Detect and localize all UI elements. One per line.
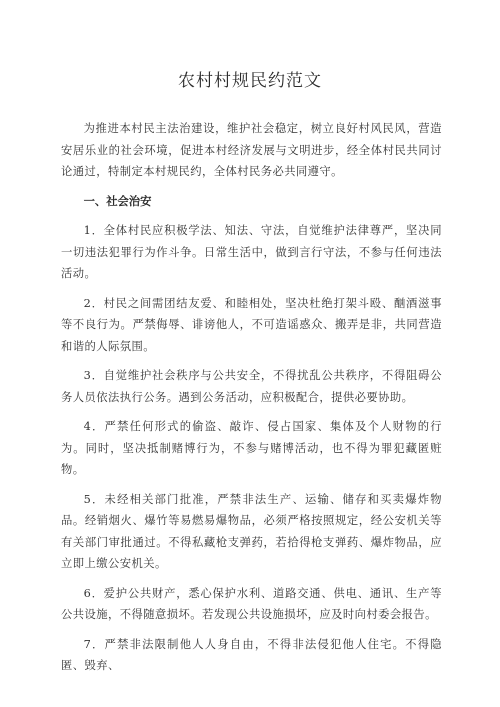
rule-item-6: 6．爱护公共财产，悉心保护水利、道路交通、供电、通讯、生产等公共设施，不得随意损坏。若发现公共设施损坏，应及时向村委会报告。	[61, 586, 442, 621]
rule-item-1: 1．全体村民应积极学法、知法、守法，自觉维护法律尊严，坚决同一切违法犯罪行为作斗争。日常生活中，做到言行守法，不参与任何违法活动。	[61, 224, 442, 280]
rule-item-4: 4．严禁任何形式的偷盗、敲诈、侵占国家、集体及个人财物的行为。同时，坚决抵制赌博行为，不参与赌博活动，也不得为罪犯藏匿赃物。	[61, 420, 442, 476]
document-body	[61, 118, 442, 685]
intro-paragraph: 为推进本村民主法治建设，维护社会稳定，树立良好村风民风，营造安居乐业的社会环境，促进本村经济发展与文明进步，经全体村民共同讨论通过，特制定本村规民约，全体村民务必共同遵守。	[61, 122, 442, 178]
rule-item-5: 5．未经相关部门批准，严禁非法生产、运输、储存和买卖爆炸物品。经销烟火、爆竹等易燃易爆物品，必须严格按照规定，经公安机关等有关部门审批通过。不得私藏枪支弹药，若拾得枪支弹药、爆炸物品，应立即上缴公安机关。	[61, 492, 442, 570]
section-heading-social-security: 一、社会治安	[83, 194, 152, 208]
document-title: 农村村规民约范文	[178, 71, 322, 91]
rule-item-7: 7．严禁非法限制他人人身自由，不得非法侵犯他人住宅。不得隐匿、毁弃、	[61, 637, 442, 672]
rule-item-3: 3．自觉维护社会秩序与公共安全，不得扰乱公共秩序，不得阻碍公务人员依法执行公务。遇到公务活动，应积极配合，提供必要协助。	[61, 369, 442, 404]
rule-item-2: 2．村民之间需团结友爱、和睦相处，坚决杜绝打架斗殴、酗酒滋事等不良行为。严禁侮辱、诽谤他人，不可造谣惑众、搬弄是非，共同营造和谐的人际氛围。	[61, 296, 442, 353]
